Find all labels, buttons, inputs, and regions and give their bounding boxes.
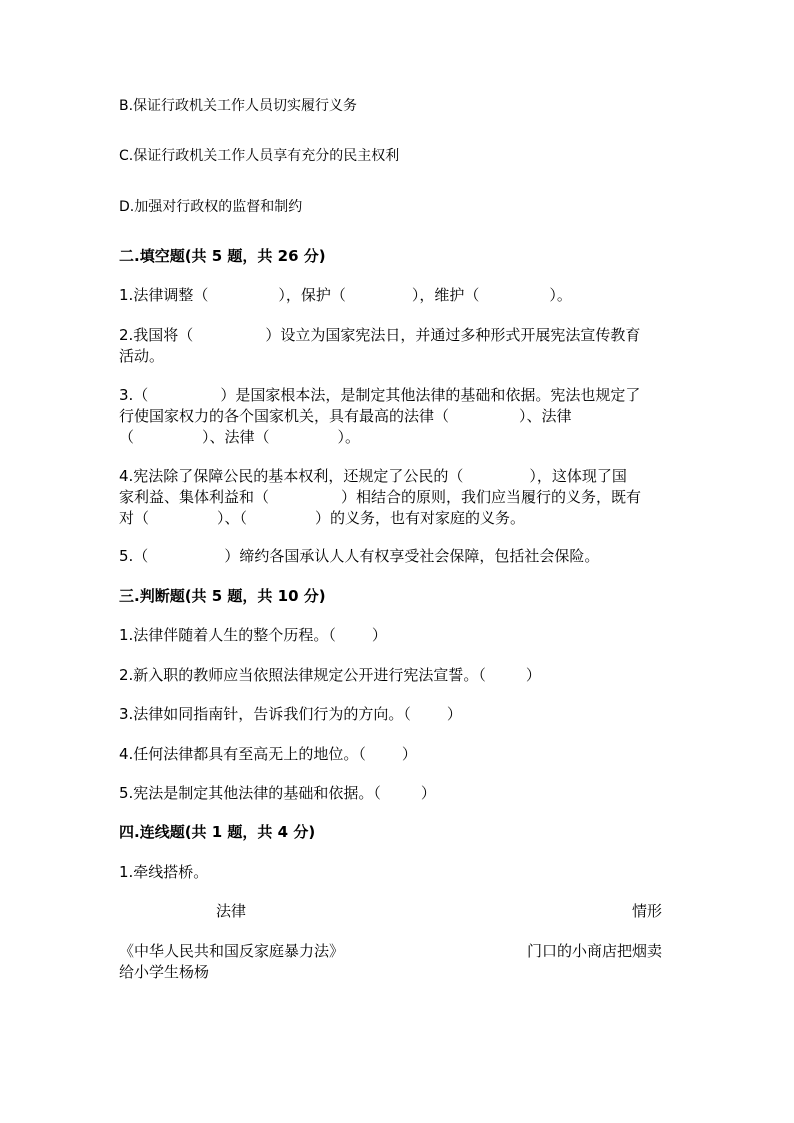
match-section-heading: 四.连线题(共 1 题，共 4 分): [119, 823, 316, 841]
fill-q4-text: 家利益、集体利益和（: [119, 488, 270, 506]
fill-q4-text: 对（: [119, 509, 150, 527]
fill-q3-text: ）。: [337, 428, 361, 446]
fill-q4-text: ）的义务，也有对家庭的义务。: [315, 509, 526, 527]
judge-question-5: [119, 783, 436, 804]
judge-q-close: ）: [446, 705, 462, 723]
judge-question-3: [119, 704, 462, 725]
judge-q-text: 4.任何法律都具有至高无上的地位。（: [119, 745, 366, 763]
fill-question-3-line-1: [119, 385, 640, 406]
judge-q-text: 1.法律伴随着人生的整个历程。（: [119, 626, 336, 644]
fill-q4-text: 4.宪法除了保障公民的基本权利，还规定了公民的（: [119, 467, 464, 485]
fill-question-3-line-2: [119, 406, 572, 427]
fill-q1-part4: ）。: [549, 286, 572, 304]
fill-q4-text: ）、（: [217, 509, 248, 527]
fill-q2-text: ）设立为国家宪法日，并通过多种形式开展宪法宣传教育: [265, 326, 641, 344]
fill-section-heading: 二.填空题(共 5 题，共 26 分): [119, 247, 326, 265]
judge-q-text: 3.法律如同指南针，告诉我们行为的方向。（: [119, 705, 411, 723]
fill-q1-part1: 法律调整（: [133, 286, 209, 304]
fill-q1-num: 1.: [119, 286, 134, 304]
match-right-item-1-continued: 给小学生杨杨: [119, 963, 210, 981]
fill-q4-text: ）相结合的原则，我们应当履行的义务，既有: [341, 488, 642, 506]
match-question-1: 1.牵线搭桥。: [119, 863, 209, 881]
judge-q-close: ）: [401, 745, 417, 763]
judge-q-close: ）: [371, 626, 387, 644]
fill-question-2-line-2: 活动。: [119, 347, 165, 365]
option-d: D.加强对行政权的监督和制约: [119, 199, 303, 215]
judge-section-heading: 三.判断题(共 5 题，共 10 分): [119, 587, 326, 605]
fill-q3-text: 行使国家权力的各个国家机关，具有最高的法律（: [119, 407, 450, 425]
match-column-left-header: 法律: [216, 902, 247, 920]
fill-question-4-line-3: [119, 508, 525, 529]
match-right-item-1[interactable]: 门口的小商店把烟卖: [527, 942, 663, 960]
fill-question-5: [119, 546, 599, 567]
match-left-item-1[interactable]: 《中华人民共和国反家庭暴力法》: [119, 942, 345, 960]
judge-question-2: [119, 665, 541, 686]
judge-question-4: [119, 744, 417, 765]
option-c: C.保证行政机关工作人员享有充分的民主权利: [119, 148, 400, 164]
judge-q-close: ）: [525, 666, 541, 684]
fill-q1-part2: ），保护（: [278, 286, 346, 304]
fill-q3-text: （: [119, 428, 135, 446]
match-column-right-header: 情形: [632, 902, 663, 920]
fill-q5-text: ）缔约各国承认人人有权享受社会保障，包括社会保险。: [224, 547, 600, 565]
judge-question-1: [119, 625, 387, 646]
fill-q3-text: 3.（: [119, 386, 149, 404]
fill-q2-text: 2.我国将（: [119, 326, 194, 344]
judge-q-close: ）: [420, 784, 436, 802]
fill-q3-text: ）、法律（: [202, 428, 270, 446]
fill-question-2-line-1: [119, 325, 640, 346]
fill-question-3-line-3: [119, 427, 360, 448]
fill-question-1: [119, 285, 572, 306]
fill-q3-text: ）、法律: [519, 407, 572, 425]
fill-question-4-line-1: [119, 466, 627, 487]
judge-q-text: 5.宪法是制定其他法律的基础和依据。（: [119, 784, 381, 802]
fill-q5-text: 5.（: [119, 547, 149, 565]
fill-q3-text: ）是国家根本法，是制定其他法律的基础和依据。宪法也规定了: [220, 386, 641, 404]
judge-q-text: 2.新入职的教师应当依照法律规定公开进行宪法宣誓。（: [119, 666, 486, 684]
fill-q1-part3: ），维护（: [411, 286, 480, 304]
option-b: B.保证行政机关工作人员切实履行义务: [119, 98, 358, 114]
fill-q4-text: ），这体现了国: [529, 467, 627, 485]
fill-question-4-line-2: [119, 487, 641, 508]
